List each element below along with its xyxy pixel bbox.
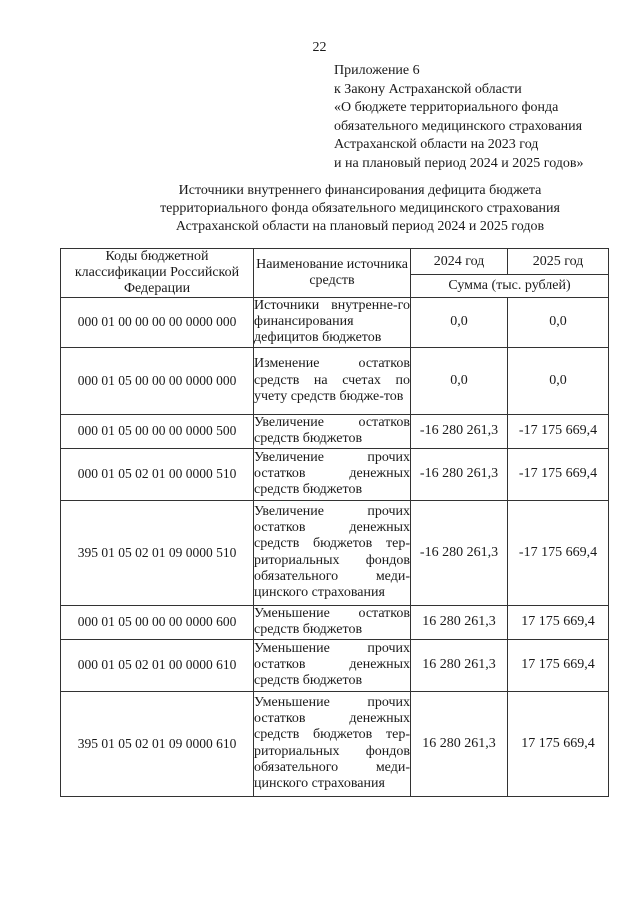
row-value-2024: 16 280 261,3 bbox=[411, 691, 508, 796]
row-value-2025: 17 175 669,4 bbox=[508, 605, 609, 639]
table-row bbox=[61, 347, 609, 414]
row-value-2025: -17 175 669,4 bbox=[508, 448, 609, 500]
header-source-name: Наименование источника средств bbox=[254, 249, 411, 298]
title-line: территориального фонда обязательного медицинского страхования bbox=[160, 201, 560, 216]
header-year-2025: 2025 год bbox=[508, 249, 609, 275]
row-name: Уменьшение остатков средств бюджетов bbox=[254, 605, 410, 638]
row-value-2024: -16 280 261,3 bbox=[411, 500, 508, 605]
row-value-2025: -17 175 669,4 bbox=[508, 500, 609, 605]
title-line: Астраханской области на плановый период 2024 и 2025 годов bbox=[175, 219, 545, 234]
row-value-2024: 0,0 bbox=[411, 347, 508, 414]
row-name: Уменьшение прочих остатков денежных средств бюджетов тер-риториальных фондов обязательного меди-цинского страхования bbox=[254, 691, 411, 796]
table-row bbox=[61, 691, 609, 796]
row-code: 000 01 05 02 01 00 0000 510 bbox=[61, 448, 254, 500]
row-value-2025: 17 175 669,4 bbox=[508, 639, 609, 691]
row-code: 395 01 05 02 01 09 0000 610 bbox=[61, 691, 254, 796]
appendix-line: к Закону Астраханской области bbox=[334, 81, 522, 97]
appendix-reference bbox=[334, 62, 629, 174]
page-number: 22 bbox=[312, 40, 327, 55]
row-value-2024: 16 280 261,3 bbox=[411, 639, 508, 691]
header-sum-units: Сумма (тыс. рублей) bbox=[411, 275, 609, 298]
table-row bbox=[61, 639, 609, 691]
appendix-line: Приложение 6 bbox=[334, 63, 420, 78]
row-code: 000 01 05 02 01 00 0000 610 bbox=[61, 639, 254, 691]
row-code: 000 01 00 00 00 00 0000 000 bbox=[61, 298, 254, 348]
table-row bbox=[61, 605, 609, 639]
row-name: Увеличение остатков средств бюджетов bbox=[254, 414, 410, 447]
row-value-2024: 0,0 bbox=[411, 298, 508, 348]
appendix-line: «О бюджете территориального фонда bbox=[334, 100, 559, 116]
document-title bbox=[60, 182, 639, 236]
row-code: 000 01 05 00 00 00 0000 600 bbox=[61, 605, 254, 639]
row-code: 395 01 05 02 01 09 0000 510 bbox=[61, 500, 254, 605]
row-value-2025: 0,0 bbox=[508, 347, 609, 414]
appendix-line: Астраханской области на 2023 год bbox=[334, 137, 539, 153]
table-row bbox=[61, 448, 609, 500]
row-name: Увеличение прочих остатков денежных средств бюджетов bbox=[254, 448, 411, 500]
row-name: Уменьшение прочих остатков денежных средств бюджетов bbox=[254, 639, 411, 691]
appendix-line: и на плановый период 2024 и 2025 годов» bbox=[334, 155, 584, 171]
row-value-2024: 16 280 261,3 bbox=[411, 605, 508, 639]
row-value-2025: -17 175 669,4 bbox=[508, 414, 609, 448]
row-value-2024: -16 280 261,3 bbox=[411, 448, 508, 500]
header-year-2024: 2024 год bbox=[411, 249, 508, 275]
row-value-2025: 17 175 669,4 bbox=[508, 691, 609, 796]
row-code: 000 01 05 00 00 00 0000 500 bbox=[61, 414, 254, 448]
header-budget-codes: Коды бюджетной классификации Российской Федерации bbox=[61, 249, 254, 298]
row-name: Увеличение прочих остатков денежных средств бюджетов тер-риториальных фондов обязательного меди-цинского страхования bbox=[254, 500, 411, 605]
table-row bbox=[61, 414, 609, 448]
row-value-2025: 0,0 bbox=[508, 298, 609, 348]
row-value-2024: -16 280 261,3 bbox=[411, 414, 508, 448]
row-name: Источники внутренне-го финансирования дефицитов бюджетов bbox=[254, 298, 410, 346]
appendix-line: обязательного медицинского страхования bbox=[334, 118, 583, 134]
title-line: Источники внутреннего финансирования дефицита бюджета bbox=[178, 183, 542, 198]
financing-sources-table bbox=[60, 248, 609, 797]
table-row bbox=[61, 500, 609, 605]
row-code: 000 01 05 00 00 00 0000 000 bbox=[61, 347, 254, 414]
table-header-row bbox=[61, 249, 609, 275]
row-name: Изменение остатков средств на счетах по учету средств бюдже-тов bbox=[254, 347, 411, 414]
table-row bbox=[61, 298, 609, 348]
